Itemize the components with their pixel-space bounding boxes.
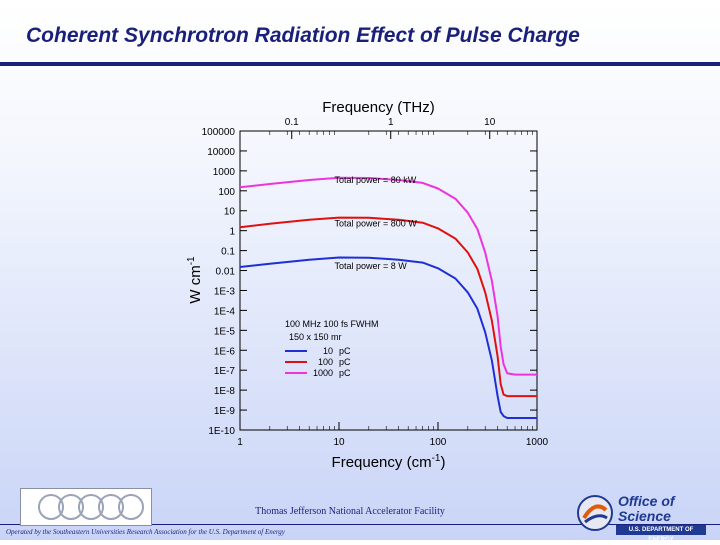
legend-unit: pC xyxy=(339,346,351,356)
legend-unit: pC xyxy=(339,368,351,378)
legend-value: 100 xyxy=(317,357,333,367)
y-tick-label: 1E-8 xyxy=(213,386,235,398)
office-logo-line1: Office of xyxy=(618,493,675,509)
office-logo-line2: Science xyxy=(618,508,671,524)
y-tick-label: 1 xyxy=(229,226,235,238)
y-tick-label: 1E-10 xyxy=(208,426,235,437)
x-tick-label: 10 xyxy=(333,437,345,448)
y-tick-label: 1E-7 xyxy=(213,366,235,378)
y-tick-label: 1000 xyxy=(212,166,235,178)
y-tick-label: 1E-6 xyxy=(213,346,235,358)
series-line-1000-pC xyxy=(240,178,537,375)
x-tick-label: 1000 xyxy=(525,437,549,448)
legend-value: 1000 xyxy=(312,368,333,378)
total-power-annotation: Total power = 80 kW xyxy=(334,174,417,185)
jefferson-lab-logo-graphic xyxy=(21,489,151,525)
x2-tick-label: 1 xyxy=(387,117,394,128)
office-of-science-logo xyxy=(576,492,706,543)
x2-tick-label: 0.1 xyxy=(284,117,299,128)
slide-title: Coherent Synchrotron Radiation Effect of Pulse Charge xyxy=(26,24,580,47)
y-axis-title: W $cm^{-1}$ xyxy=(186,256,204,304)
y-tick-label: 0.01 xyxy=(215,266,235,278)
y-tick-label: 1E-4 xyxy=(213,306,235,318)
y-tick-label: 1E-9 xyxy=(213,406,235,418)
x-tick-label: 100 xyxy=(429,437,447,448)
y-tick-label: 100000 xyxy=(201,127,235,138)
y-tick-label: 1E-5 xyxy=(213,326,235,338)
y-tick-label: 100 xyxy=(218,186,235,198)
total-power-annotation: Total power = 8 W xyxy=(334,260,407,271)
x-axis-title: Frequency $(cm^{-1})$ xyxy=(331,453,446,471)
y-tick-label: 1E-3 xyxy=(213,286,235,298)
x-tick-label: 1 xyxy=(237,437,243,448)
legend-unit: pC xyxy=(339,357,351,367)
x2-tick-label: 10 xyxy=(484,117,496,128)
legend-value: 10 xyxy=(322,346,333,356)
legend-heading-1: 100 MHz 100 fs FWHM xyxy=(285,319,379,329)
y-tick-label: 10000 xyxy=(207,146,235,158)
jefferson-lab-logo xyxy=(20,488,152,526)
office-of-science-emblem-icon xyxy=(576,494,614,532)
footer-lab-name: Thomas Jefferson National Accelerator Facility xyxy=(255,506,445,517)
legend-heading-2: 150 x 150 mr xyxy=(289,332,342,342)
office-logo-line3: U.S. DEPARTMENT OF ENERGY xyxy=(616,525,706,535)
y-tick-label: 10 xyxy=(223,206,235,218)
x2-axis-title: Frequency (THz) xyxy=(322,99,435,116)
y-tick-label: 0.1 xyxy=(221,246,235,258)
footer-operator-note: Operated by the Southeastern Universities Research Association for the U.S. Department of Energy xyxy=(6,528,285,536)
total-power-annotation: Total power = 800 W xyxy=(334,218,417,229)
